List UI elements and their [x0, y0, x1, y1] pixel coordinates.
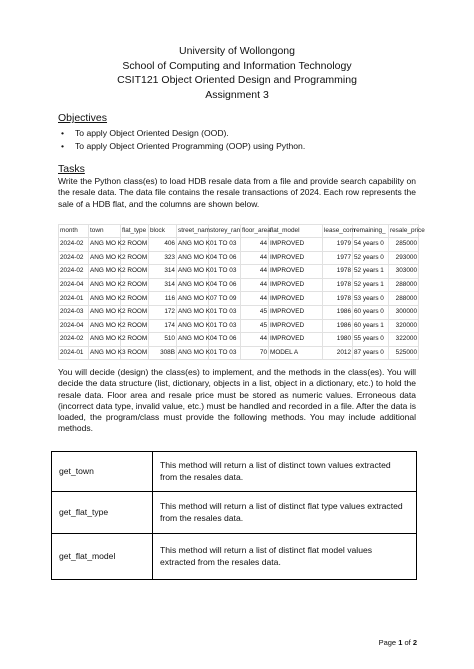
- table-cell: MODEL A: [269, 346, 323, 360]
- table-cell: 70: [241, 346, 269, 360]
- table-cell: 01 TO 03: [209, 319, 241, 333]
- column-header: street_nam: [177, 225, 209, 238]
- column-header: lease_com: [323, 225, 353, 238]
- table-cell: 320000: [389, 319, 419, 333]
- table-cell: ANG MO K: [177, 305, 209, 319]
- table-cell: 285000: [389, 238, 419, 252]
- methods-table: [51, 451, 417, 580]
- table-cell: 2 ROOM: [121, 278, 149, 292]
- method-name: get_town: [52, 452, 153, 492]
- table-cell: 510: [149, 333, 177, 347]
- table-cell: 323: [149, 251, 177, 265]
- method-row: [52, 492, 417, 534]
- table-cell: ANG MO K: [177, 319, 209, 333]
- table-cell: 303000: [389, 265, 419, 279]
- table-cell: 3 ROOM: [121, 346, 149, 360]
- table-cell: 2024-02: [59, 251, 89, 265]
- table-cell: ANG MO K: [89, 238, 121, 252]
- table-cell: 116: [149, 292, 177, 306]
- document-header: [0, 44, 474, 102]
- table-cell: 322000: [389, 333, 419, 347]
- spreadsheet-screenshot: [58, 224, 425, 357]
- method-description: This method will return a list of distinct flat model values extracted from the resales data.: [153, 534, 417, 580]
- total-pages: 2: [412, 638, 417, 647]
- table-cell: 60 years 1: [353, 319, 389, 333]
- table-cell: 2024-01: [59, 346, 89, 360]
- table-cell: IMPROVED: [269, 265, 323, 279]
- table-cell: IMPROVED: [269, 292, 323, 306]
- resale-data-table: [58, 224, 425, 360]
- table-row: [59, 319, 419, 333]
- table-header-row: [59, 225, 419, 238]
- table-cell: 52 years 0: [353, 251, 389, 265]
- table-cell: ANG MO K: [177, 251, 209, 265]
- table-cell: 2 ROOM: [121, 292, 149, 306]
- objectives-list: [58, 127, 305, 153]
- table-row: [59, 292, 419, 306]
- table-cell: ANG MO K: [89, 278, 121, 292]
- table-cell: 04 TO 06: [209, 333, 241, 347]
- table-cell: 1978: [323, 292, 353, 306]
- table-cell: 314: [149, 278, 177, 292]
- table-cell: IMPROVED: [269, 319, 323, 333]
- table-cell: 288000: [389, 278, 419, 292]
- method-row: [52, 534, 417, 580]
- table-cell: 314: [149, 265, 177, 279]
- table-cell: ANG MO K: [177, 346, 209, 360]
- tasks-paragraph-intro: Write the Python class(es) to load HDB resale data from a file and provide search capability on the resale data. The data file contains the resale transactions of 2024. Each row represents the sale of a HDB flat, and the columns are shown below.: [58, 176, 416, 209]
- table-cell: 44: [241, 333, 269, 347]
- objective-item: • To apply Object Oriented Programming (OOP) using Python.: [58, 140, 305, 153]
- table-cell: 52 years 1: [353, 265, 389, 279]
- table-cell: 52 years 1: [353, 278, 389, 292]
- table-cell: 1978: [323, 265, 353, 279]
- table-cell: 2024-02: [59, 265, 89, 279]
- table-cell: 300000: [389, 305, 419, 319]
- table-cell: 2 ROOM: [121, 319, 149, 333]
- table-cell: 1977: [323, 251, 353, 265]
- table-cell: 2 ROOM: [121, 305, 149, 319]
- page-word: Page: [378, 638, 397, 647]
- table-cell: 1986: [323, 319, 353, 333]
- table-cell: 60 years 0: [353, 305, 389, 319]
- table-cell: 01 TO 03: [209, 265, 241, 279]
- table-cell: 2024-02: [59, 333, 89, 347]
- table-cell: 53 years 0: [353, 292, 389, 306]
- page-number: [379, 638, 417, 647]
- table-row: [59, 251, 419, 265]
- column-header: floor_area: [241, 225, 269, 238]
- table-cell: 293000: [389, 251, 419, 265]
- table-cell: 174: [149, 319, 177, 333]
- table-cell: 2 ROOM: [121, 265, 149, 279]
- table-cell: 2024-04: [59, 278, 89, 292]
- tasks-heading: Tasks: [58, 163, 85, 175]
- objectives-heading: Objectives: [58, 112, 108, 124]
- method-name: get_flat_model: [52, 534, 153, 580]
- column-header: remaining_: [353, 225, 389, 238]
- table-cell: 2 ROOM: [121, 238, 149, 252]
- table-cell: 2024-01: [59, 292, 89, 306]
- table-cell: IMPROVED: [269, 251, 323, 265]
- table-cell: 1979: [323, 238, 353, 252]
- table-cell: 01 TO 03: [209, 346, 241, 360]
- table-cell: 2024-02: [59, 238, 89, 252]
- table-cell: 44: [241, 238, 269, 252]
- table-cell: ANG MO K: [177, 333, 209, 347]
- table-cell: ANG MO K: [177, 278, 209, 292]
- table-cell: 1986: [323, 305, 353, 319]
- table-cell: ANG MO K: [89, 265, 121, 279]
- university-name: University of Wollongong: [179, 45, 295, 57]
- table-cell: ANG MO K: [89, 305, 121, 319]
- column-header: storey_ran: [209, 225, 241, 238]
- table-cell: 04 TO 06: [209, 278, 241, 292]
- table-cell: 44: [241, 251, 269, 265]
- table-cell: IMPROVED: [269, 333, 323, 347]
- table-cell: 44: [241, 278, 269, 292]
- table-cell: IMPROVED: [269, 278, 323, 292]
- table-row: [59, 238, 419, 252]
- table-cell: IMPROVED: [269, 238, 323, 252]
- table-cell: 2 ROOM: [121, 333, 149, 347]
- table-cell: 44: [241, 265, 269, 279]
- method-description: This method will return a list of distinct town values extracted from the resales data.: [153, 452, 417, 492]
- table-cell: 2024-03: [59, 305, 89, 319]
- table-cell: ANG MO K: [177, 265, 209, 279]
- table-cell: 308B: [149, 346, 177, 360]
- column-header: block: [149, 225, 177, 238]
- table-cell: 2012: [323, 346, 353, 360]
- method-row: [52, 452, 417, 492]
- table-cell: 1980: [323, 333, 353, 347]
- table-cell: 01 TO 03: [209, 305, 241, 319]
- table-cell: IMPROVED: [269, 305, 323, 319]
- table-cell: 2024-04: [59, 319, 89, 333]
- table-cell: 288000: [389, 292, 419, 306]
- table-cell: 01 TO 03: [209, 238, 241, 252]
- objective-item: • To apply Object Oriented Design (OOD).: [58, 127, 305, 140]
- table-cell: ANG MO K: [89, 251, 121, 265]
- column-header: town: [89, 225, 121, 238]
- table-cell: 87 years 0: [353, 346, 389, 360]
- table-cell: 1978: [323, 278, 353, 292]
- table-cell: 2 ROOM: [121, 251, 149, 265]
- assignment-title: Assignment 3: [205, 88, 269, 101]
- table-cell: 54 years 0: [353, 238, 389, 252]
- method-description: This method will return a list of distinct flat type values extracted from the resales data.: [153, 492, 417, 534]
- column-header: resale_price: [389, 225, 419, 238]
- table-cell: ANG MO K: [177, 292, 209, 306]
- column-header: flat_type: [121, 225, 149, 238]
- table-cell: 55 years 0: [353, 333, 389, 347]
- method-name: get_flat_type: [52, 492, 153, 534]
- tasks-paragraph-design: You will decide (design) the class(es) to implement, and the methods in the class(es). You will decide the data structure (list, dictionary, objects in a list, object in a dictionary, etc.) to hold the resale data. Floor area and resale price must be stored as numeric values. Erroneous data (incorrect data type, invalid value, etc.) must be handled and recorded in a file. After the data is loaded, the program/class must provide the following methods. You may include additional methods.: [58, 367, 416, 434]
- table-row: [59, 265, 419, 279]
- column-header: flat_model: [269, 225, 323, 238]
- table-row: [59, 346, 419, 360]
- table-cell: ANG MO K: [89, 319, 121, 333]
- table-cell: ANG MO K: [177, 238, 209, 252]
- school-name: School of Computing and Information Technology: [122, 59, 352, 72]
- table-cell: ANG MO K: [89, 292, 121, 306]
- table-cell: 44: [241, 292, 269, 306]
- course-title: CSIT121 Object Oriented Design and Programming: [117, 74, 357, 86]
- table-row: [59, 278, 419, 292]
- table-cell: 07 TO 09: [209, 292, 241, 306]
- table-row: [59, 305, 419, 319]
- table-cell: 45: [241, 305, 269, 319]
- table-cell: ANG MO K: [89, 333, 121, 347]
- table-cell: 172: [149, 305, 177, 319]
- table-cell: 406: [149, 238, 177, 252]
- column-header: month: [59, 225, 89, 238]
- table-cell: 45: [241, 319, 269, 333]
- table-row: [59, 333, 419, 347]
- current-page: 1: [398, 638, 403, 647]
- of-word: of: [404, 638, 411, 647]
- table-cell: ANG MO K: [89, 346, 121, 360]
- table-cell: 04 TO 06: [209, 251, 241, 265]
- table-cell: 525000: [389, 346, 419, 360]
